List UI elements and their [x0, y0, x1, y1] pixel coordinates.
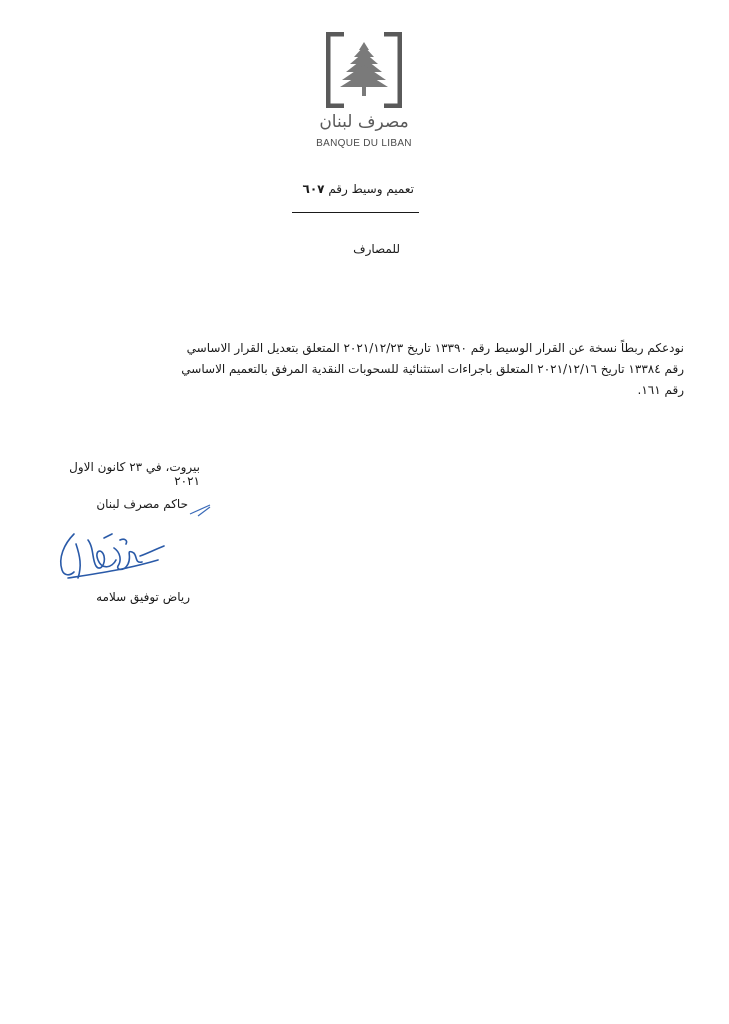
cedar-tree-icon — [326, 32, 402, 108]
signatory-name: رياض توفيق سلامه — [96, 590, 190, 604]
bank-name-arabic: مصرف لبنان — [319, 112, 409, 132]
body-line-3: رقم ١٦١. — [637, 383, 684, 397]
circular-title — [278, 182, 414, 196]
initial-mark-icon — [188, 500, 216, 520]
letter-body — [84, 338, 684, 401]
title-underline — [292, 212, 419, 213]
circular-number: ٦٠٧ — [302, 182, 325, 196]
bank-name-latin: BANQUE DU LIBAN — [316, 138, 412, 149]
signatory-title: حاكم مصرف لبنان — [96, 497, 188, 511]
date-line: بيروت، في ٢٣ كانون الاول ٢٠٢١ — [69, 460, 200, 488]
body-line-1: نودعكم ربطاً نسخة عن القرار الوسيط رقم ١٣٣٩٠ تاريخ ٢٠٢١/١٢/٢٣ المتعلق بتعديل القرار الاساسي — [186, 341, 684, 355]
body-line-2: رقم ١٣٣٨٤ تاريخ ٢٠٢١/١٢/١٦ المتعلق باجراءات استثنائية للسحوبات النقدية المرفق بالتعميم الاساسي — [181, 362, 684, 376]
handwritten-signature-icon — [54, 526, 172, 586]
recipient: للمصارف — [353, 242, 400, 256]
circular-title-prefix: تعميم وسيط رقم — [328, 182, 414, 196]
